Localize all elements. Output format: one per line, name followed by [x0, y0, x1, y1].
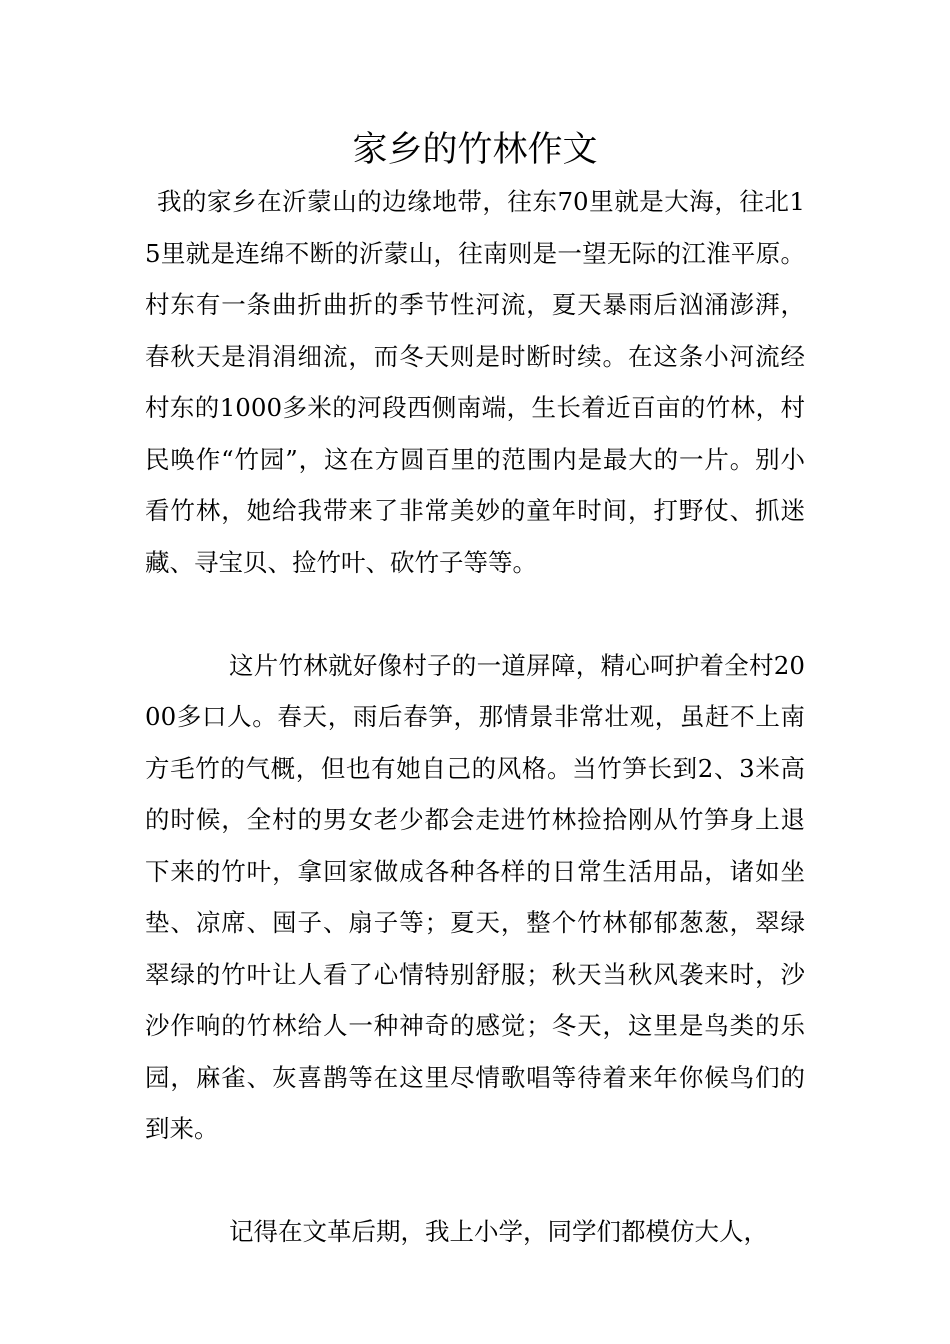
essay-body: [145, 176, 805, 1258]
paragraph-3: 记得在文革后期，我上小学，同学们都模仿大人，: [229, 1217, 768, 1246]
page-title: 家乡的竹林作文: [352, 130, 598, 170]
paragraph-2: 这片竹林就好像村子的一道屏障，精心呵护着全村2000多口人。春天，雨后春笋，那情景非常壮观，虽赶不上南方毛竹的气概，但也有她自己的风格。当竹笋长到2、3米高的时候，全村的男女老少都会走进竹林捡拾刚从竹笋身上退下来的竹叶，拿回家做成各种各样的日常生活用品，诸如坐垫、凉席、囤子、扇子等；夏天，整个竹林郁郁葱葱，翠绿翠绿的竹叶让人看了心情特别舒服；秋天当秋风袭来时，沙沙作响的竹林给人一种神奇的感觉；冬天，这里是鸟类的乐园，麻雀、灰喜鹊等在这里尽情歌唱等待着来年你候鸟们的到来。: [145, 650, 805, 1143]
paragraph-1: 我的家乡在沂蒙山的边缘地带，往东70里就是大海，往北15里就是连绵不断的沂蒙山，往南则是一望无际的江淮平原。村东有一条曲折曲折的季节性河流，夏天暴雨后汹涌澎湃，春秋天是涓涓细流，而冬天则是时断时续。在这条小河流经村东的1000多米的河段西侧南端，生长着近百亩的竹林，村民唤作“竹园”，这在方圆百里的范围内是最大的一片。别小看竹林，她给我带来了非常美妙的童年时间，打野仗、抓迷藏、寻宝贝、捡竹叶、砍竹子等等。: [145, 187, 805, 577]
